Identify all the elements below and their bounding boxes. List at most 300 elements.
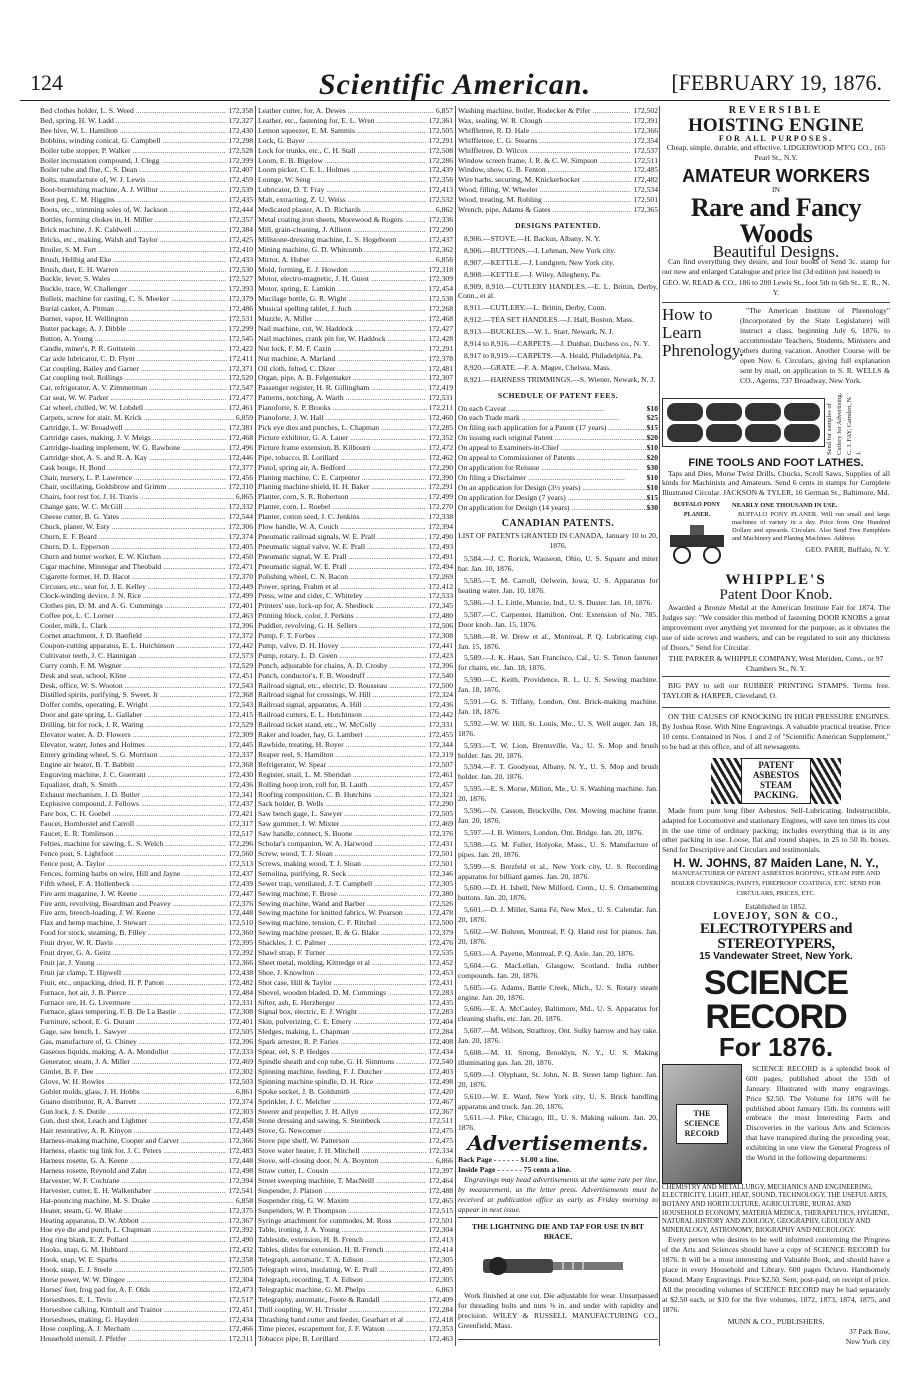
entry-number: 172,379 xyxy=(228,294,253,304)
patent-entry xyxy=(40,1176,253,1186)
entry-number: 6,865 xyxy=(235,492,253,502)
fee-amount: $10 xyxy=(646,403,658,413)
patent-entry xyxy=(40,146,253,156)
patent-entry xyxy=(40,1077,253,1087)
stamps-ad: BIG PAY to sell our RUBBER PRINTING STAMPS. Terms free. TAYLOR & HARPER, Cleveland, O. xyxy=(662,676,890,705)
entry-name: Harness, elastic tug link for, J. C. Peters ..... xyxy=(40,1146,226,1156)
entry-name: Tobacco pipe, B. Lorillard ..... xyxy=(258,1334,426,1344)
entry-number: 172,515 xyxy=(428,1205,453,1215)
advertisements-heading: Advertisements. xyxy=(467,1131,649,1156)
entry-name: Bullets, machine for casting, C. S. Meeker ..... xyxy=(40,294,226,304)
entry-number: 172,384 xyxy=(228,224,253,234)
entry-name: Skin, pulverizing, C. E. Emery ..... xyxy=(258,1017,426,1027)
entry-number: 172,501 xyxy=(428,858,453,868)
patent-entry xyxy=(258,1285,453,1295)
entry-name: Cartridge, L. W. Broadwell ..... xyxy=(40,423,226,433)
entry-number: 172,527 xyxy=(228,274,253,284)
entry-number: 172,462 xyxy=(428,452,453,462)
hoist-title: HOISTING ENGINE xyxy=(688,115,864,136)
entry-name: Register, snail, L. M. Sheridan ..... xyxy=(258,770,426,780)
entry-name: Stove, self-closing door, N. A. Boynton ..... xyxy=(258,1156,434,1166)
entry-number: 172,501 xyxy=(633,195,658,205)
entry-name: Goblet molds, glass, J. H. Hobbs ..... xyxy=(40,1087,234,1097)
entry-name: Furnace, glass tempering, F. B. De La Bastie ..... xyxy=(40,1007,226,1017)
patent-entry xyxy=(458,185,658,195)
entry-name: Stove pipe shelf, W. Patterson ..... xyxy=(258,1136,426,1146)
munn: MUNN & CO., PUBLISHERS, xyxy=(727,1316,825,1326)
entry-number: 172,529 xyxy=(228,720,253,730)
patent-entry xyxy=(40,423,253,433)
entry-name: Elevator, water, Jones and Holmes ..... xyxy=(40,740,226,750)
patent-entry xyxy=(40,799,253,809)
entry-name: Musical spelling tablet, J. Juch ..... xyxy=(258,304,426,314)
johns-heading: H. W. JOHNS, 87 Maiden Lane, N. Y., xyxy=(673,856,879,871)
entry-name: Heater, steam, G. W. Blake ..... xyxy=(40,1206,226,1216)
entry-name: Furnace ore, H. G. Livermore ..... xyxy=(40,998,226,1008)
patent-entry xyxy=(258,1067,453,1077)
patent-entry xyxy=(258,651,453,661)
entry-number: 172,418 xyxy=(428,1314,453,1324)
patent-entry xyxy=(40,265,253,275)
entry-number: 172,511 xyxy=(428,1116,453,1126)
entry-name: Loom picker, C. E. L. Holmes ..... xyxy=(258,165,426,175)
patent-entry xyxy=(258,1057,453,1067)
entry-name: Patterns, notching, A. Warth ..... xyxy=(258,393,426,403)
entry-name: Button, A. Young ..... xyxy=(40,334,226,344)
entry-number: 172,448 xyxy=(228,908,253,918)
fee-amount: $15 xyxy=(646,423,658,433)
entry-name: Telegraphy, automatic, Foote & Randall ..... xyxy=(258,1295,426,1305)
entry-number: 172,380 xyxy=(428,888,453,898)
patent-entry xyxy=(258,978,453,988)
entry-number: 172,513 xyxy=(228,858,253,868)
canadian-entry: 5,607.—M. Wilson, Strathroy, Ont. Sulky harrow and hay rake. Jan. 20, 1876. xyxy=(458,1026,658,1046)
entry-name: Malt, extracting, Z. U. Weiss ..... xyxy=(258,195,426,205)
entry-number: 172,458 xyxy=(228,1116,253,1126)
entry-number: 172,376 xyxy=(228,898,253,908)
patent-entry xyxy=(40,126,253,136)
patent-entry xyxy=(258,859,453,869)
patent-entry xyxy=(258,641,453,651)
entry-number: 172,437 xyxy=(428,234,453,244)
rare-sign: GEO. W. READ & CO., 186 to 200 Lewis St., foot 5th to 6th St., E. R., N. Y. xyxy=(662,278,890,298)
patent-entry xyxy=(458,205,658,215)
patent-reports-ad xyxy=(458,1339,658,1346)
fee-amount: $10 xyxy=(646,443,658,453)
patent-entry xyxy=(40,998,253,1008)
whipple-sign: THE PARKER & WHIPPLE COMPANY, West Meriden, Conn., or 97 Chambers St., N. Y. xyxy=(668,654,884,674)
entry-name: Gage, saw bench, L. Sawyer ..... xyxy=(40,1027,226,1037)
entry-number: 172,394 xyxy=(228,1175,253,1185)
entry-number: 172,423 xyxy=(428,650,453,660)
entry-name: Mold, forming, E. J. Howdon ..... xyxy=(258,265,426,275)
canadian-entry: 5,609.—J. Olyphant, St. John, N. B. Street lamp lighter. Jan. 20, 1876. xyxy=(458,1069,658,1089)
entry-number: 172,345 xyxy=(428,601,453,611)
entry-number: 172,284 xyxy=(428,1027,453,1037)
entry-number: 172,405 xyxy=(228,541,253,551)
entry-name: Car wheel, chilled, W. W. Lobdell ..... xyxy=(40,403,226,413)
patent-entry xyxy=(258,819,453,829)
entry-number: 172,358 xyxy=(228,106,253,115)
entry-number: 172,396 xyxy=(228,1037,253,1047)
entry-name: Pianoforte, J. W. Hall ..... xyxy=(258,413,426,423)
fee-amount: $30 xyxy=(646,502,658,512)
entry-name: Rawhide, treating, H. Royer ..... xyxy=(258,740,426,750)
entry-number: 172,331 xyxy=(228,997,253,1007)
fee-row xyxy=(458,463,658,473)
fee-label: On each Caveat ..... xyxy=(458,404,647,414)
entry-name: Suspenders, W. P. Thompson ..... xyxy=(258,1206,426,1216)
design-entry: 8,908.—KETTLE.—J. Wiley, Allegheny, Pa. xyxy=(464,269,601,279)
fee-row xyxy=(458,503,658,513)
patent-entry xyxy=(40,215,253,225)
entry-name: Nut machine, A. Marland ..... xyxy=(258,354,426,364)
entry-name: Fare box, C. H. Goebel ..... xyxy=(40,809,226,819)
entry-name: Roofing composition, C. B. Hutchins ..... xyxy=(258,790,426,800)
entry-number: 172,432 xyxy=(228,1245,253,1255)
entry-number: 172,428 xyxy=(428,333,453,343)
entry-name: Chair, oscillating, Goldsbrow and Grimm ..... xyxy=(40,482,226,492)
entry-name: Puddler, revolving, G. H. Sellers ..... xyxy=(258,621,426,631)
entry-name: Candle, miner's, P. R. Gottstein ..... xyxy=(40,344,226,354)
entry-number: 172,500 xyxy=(428,918,453,928)
patent-entry xyxy=(258,443,453,453)
entry-name: Scholar's companion, W. A. Harwood ..... xyxy=(258,839,426,849)
entry-number: 172,445 xyxy=(228,740,253,749)
entry-name: Cigar machine, Minnegar and Theobald ..... xyxy=(40,562,226,572)
entry-number: 172,471 xyxy=(228,561,253,571)
entry-number: 172,352 xyxy=(428,432,453,442)
entry-number: 172,410 xyxy=(228,244,253,254)
new-york-city: New York city xyxy=(845,1336,890,1346)
entry-number: 172,268 xyxy=(428,304,453,314)
patent-entry xyxy=(40,433,253,443)
patent-entry xyxy=(258,849,453,859)
canadian-entry: 5,584.—J. C. Rorick, Wauseon, Ohio, U. S. Square and miter bar. Jan. 10, 1876. xyxy=(458,554,658,574)
entry-name: Sledges, making, L. Chapman ..... xyxy=(258,1027,426,1037)
patent-entry xyxy=(258,681,453,691)
entry-name: Steerer and propeller, J. H. Allyn ..... xyxy=(258,1107,426,1117)
entry-number: 172,308 xyxy=(228,1007,253,1017)
patent-entry xyxy=(40,106,253,116)
entry-number: 172,407 xyxy=(228,165,253,175)
canadian-entry: 5,586.—J. L. Little, Muncie, Ind., U. S. Duster. Jan. 10, 1876. xyxy=(464,597,653,607)
patent-entry xyxy=(258,1334,453,1344)
entry-name: Spoke socket, J. B. Goldsmith ..... xyxy=(258,1087,426,1097)
established: Established in 1852. xyxy=(745,901,807,911)
entry-name: Spindle sheath and cop tube, G. H. Simmons ..... xyxy=(258,1057,426,1067)
entry-name: Leather cutter, for, A. Dewes ..... xyxy=(258,106,434,116)
patent-entry xyxy=(40,948,253,958)
patent-entry xyxy=(40,1245,253,1255)
patent-entry xyxy=(40,1107,253,1117)
entry-name: Hooks, snap, G. M. Hubbard ..... xyxy=(40,1245,226,1255)
patent-entry xyxy=(258,829,453,839)
entry-name: Muzzle, A. Miller ..... xyxy=(258,314,426,324)
entry-name: Wax, sealing, W. R. Clough ..... xyxy=(458,116,631,126)
entry-name: Engine air heater, B. T. Babbitt ..... xyxy=(40,760,226,770)
patent-entry xyxy=(40,690,253,700)
entry-number: 172,370 xyxy=(228,571,253,581)
departments: CHEMISTRY AND METALLURGY, MECHANICS AND ENGINEERING, ELECTRICITY, LIGHT, HEAT, SOUND, TECHNOLOGY, THE USEFUL ARTS, BOTANY AND HORTICULTURE, AGRICULTURE, RURAL AND HOUSEHOLD ECONOMY, MATERIA MEDICA, THERAPEUTICS, HYGIENE, NATURAL HISTORY AND ZOOLOGY, GEOGRAPHY, GEOLOGY AND MINERALOGY, ASTRONOMY, BIOGRAPHY AND NECROLOGY. xyxy=(662,1183,890,1234)
entry-name: Press, wine and cider, C. Whiteley ..... xyxy=(258,591,426,601)
planer-illustration xyxy=(662,521,732,567)
entry-name: Planter, corn, S. R. Robertson ..... xyxy=(258,492,426,502)
entry-number: 172,485 xyxy=(633,165,658,175)
patent-entry xyxy=(258,1315,453,1325)
entry-number: 172,447 xyxy=(228,888,253,898)
patent-entry xyxy=(40,304,253,314)
entry-number: 172,484 xyxy=(228,987,253,997)
patent-entry xyxy=(258,364,453,374)
entry-number: 172,399 xyxy=(228,155,253,165)
entry-number: 172,333 xyxy=(228,1047,253,1057)
canadian-list xyxy=(458,554,658,1133)
patent-entry xyxy=(40,681,253,691)
patent-entry xyxy=(40,978,253,988)
entry-name: Curry comb, F. M. Wegner ..... xyxy=(40,661,226,671)
entry-number: 172,560 xyxy=(228,848,253,858)
patent-entry xyxy=(40,354,253,364)
entry-name: Planter, cotton seed, J. C. Jenkins ..... xyxy=(258,512,426,522)
hoist-pre: REVERSIBLE xyxy=(728,106,824,116)
patent-entry xyxy=(40,611,253,621)
entry-number: 172,379 xyxy=(428,928,453,938)
patent-entry xyxy=(258,1275,453,1285)
entry-name: Car, refrigerator, A. V. Zimmerman ..... xyxy=(40,383,226,393)
entry-number: 172,503 xyxy=(228,1076,253,1086)
entry-name: Sack holder, B. Wells ..... xyxy=(258,799,426,809)
patent-entry xyxy=(258,1176,453,1186)
entry-name: Lock, G. Bayer ..... xyxy=(258,136,426,146)
patent-entry xyxy=(40,770,253,780)
entry-number: 172,477 xyxy=(228,393,253,403)
entry-number: 172,431 xyxy=(428,977,453,987)
patent-entry xyxy=(40,284,253,294)
canadian-entry: 5,601.—D. J. Miller, Santa Fé, New Mex., U. S. Calendar. Jan. 20, 1876. xyxy=(458,905,658,925)
patent-entry xyxy=(458,156,658,166)
entry-number xyxy=(426,1344,453,1346)
patent-entry xyxy=(40,661,253,671)
entry-number: 172,530 xyxy=(228,264,253,274)
patent-entry xyxy=(458,126,658,136)
entry-number: 172,284 xyxy=(428,1304,453,1314)
entry-number: 172,309 xyxy=(428,274,453,284)
entry-number: 172,393 xyxy=(228,284,253,294)
entry-number: 172,354 xyxy=(633,135,658,145)
entry-number: 172,507 xyxy=(428,759,453,769)
page-header xyxy=(20,68,890,100)
patent-entry xyxy=(258,631,453,641)
entry-number: 172,358 xyxy=(228,1255,253,1265)
patent-entry xyxy=(40,968,253,978)
knocking-ad: ON THE CAUSES OF KNOCKING IN HIGH PRESSURE ENGINES. By Joshua Rose. With Nine Engravings. A valuable practical treatise. Price 10 cents. Contained in Nos. 1 and 2 of "Scientific American Supplement," to be had at this office, and of all newsagents. xyxy=(662,707,890,756)
patent-entry xyxy=(258,839,453,849)
entry-name: Sewing machine, F. Brese ..... xyxy=(258,889,426,899)
park-row: 37 Park Row, xyxy=(848,1326,890,1336)
entry-name: Distilled spirits, purifying, S. Sweet, Jr ..... xyxy=(40,690,226,700)
patent-entry xyxy=(258,1235,453,1245)
patent-list-continued xyxy=(458,106,658,215)
entry-number: 172,491 xyxy=(428,551,453,561)
entry-name: Street sweeping machine, T. MacNeill ..... xyxy=(258,1176,426,1186)
entry-name: Screws, making wood, T. J. Sloan ..... xyxy=(258,859,426,869)
entry-number: 172,404 xyxy=(428,1017,453,1027)
entry-number: 172,534 xyxy=(633,185,658,195)
back-page-rate: Back Page - - - - - - $1.00 a line. xyxy=(458,1155,559,1165)
entry-number: 172,517 xyxy=(228,1294,253,1304)
patent-entry xyxy=(40,938,253,948)
entry-name: Telegraph, automatic, T. A. Edison ..... xyxy=(258,1255,426,1265)
entry-name: Harness rosette, G. A. Keene ..... xyxy=(40,1156,226,1166)
patent-entry xyxy=(258,175,453,185)
patent-entry xyxy=(40,1324,253,1334)
patent-entry xyxy=(258,1344,453,1346)
entry-number: 172,290 xyxy=(428,462,453,472)
patent-entry xyxy=(258,453,453,463)
patent-entry xyxy=(40,1315,253,1325)
patent-entry xyxy=(258,621,453,631)
fee-amount: $30 xyxy=(646,463,658,472)
patent-entry xyxy=(40,383,253,393)
patent-entry xyxy=(258,502,453,512)
entry-number: 172,452 xyxy=(428,957,453,967)
patent-entry xyxy=(40,492,253,502)
entry-name: Sprinkler, J. C. Melcher ..... xyxy=(258,1097,426,1107)
patent-entry xyxy=(258,1017,453,1027)
entry-name: Fire arm, breech-loading, J. W. Keene ..... xyxy=(40,908,226,918)
entry-name: Shoe, J. Knowlton ..... xyxy=(258,968,426,978)
entry-name: Printers' use, lock-up for, A. Shedlock ..... xyxy=(258,601,426,611)
entry-number: 172,436 xyxy=(428,700,453,710)
design-entry: 8,914 to 8,916.—CARPETS.—J. Dunbar, Duchess co., N. Y. xyxy=(464,339,650,349)
entry-name: Saw gummer, J. W. Mixter ..... xyxy=(258,819,426,829)
entry-name: Horseshoes, E. L. Tevis ..... xyxy=(40,1295,226,1305)
entry-name: Glove, W. H. Rowles ..... xyxy=(40,1077,226,1087)
lovejoy: LOVEJOY, SON & CO., xyxy=(713,910,839,922)
canadian-entry: 5,598.—G. M. Fuller, Holyoke, Mass., U. S. Manufacture of pipes. Jan. 20, 1876. xyxy=(458,839,658,859)
patent-entry xyxy=(258,274,453,284)
cutlery-grid xyxy=(662,398,825,447)
patent-entry xyxy=(258,1107,453,1117)
entry-name: Buckle, lever, S. Wales ..... xyxy=(40,274,226,284)
header-rule xyxy=(20,100,890,101)
entry-number: 172,435 xyxy=(428,997,453,1007)
patent-entry xyxy=(40,195,253,205)
patent-entry xyxy=(40,1146,253,1156)
patent-entry xyxy=(258,106,453,116)
entry-number: 172,368 xyxy=(228,690,253,700)
canadian-entry: 5,588.—R. W. Drew et al., Montreal, P. Q. Lubricating cup. Jan. 15, 1876. xyxy=(458,631,658,651)
entry-name: Organ, pipe, A. B. Felgemaker ..... xyxy=(258,373,426,383)
entry-name: Gun, dust shot, Leach and Lightner ..... xyxy=(40,1116,226,1126)
patent-entry xyxy=(258,809,453,819)
entry-number: 172,366 xyxy=(228,1136,253,1146)
entry-number: 172,537 xyxy=(633,145,658,155)
entry-name: Pump, valve, D. H. Hovey ..... xyxy=(258,641,426,651)
entry-name: Pneumatic railroad signals, W. E. Prall ..... xyxy=(258,532,426,542)
page-number: 124 xyxy=(30,70,63,95)
fee-row xyxy=(458,483,658,493)
entry-name: Railroad signal for crossings, W. Hill ..... xyxy=(258,690,426,700)
entry-number: 172,505 xyxy=(428,125,453,135)
entry-number: 172,496 xyxy=(228,442,253,452)
entry-number: 172,531 xyxy=(428,393,453,403)
patent-entry xyxy=(258,1126,453,1136)
entry-name: Cultivator teeth, J. C. Hannigan ..... xyxy=(40,651,226,661)
entry-number: 172,377 xyxy=(228,462,253,472)
entry-number: 172,434 xyxy=(228,1314,253,1324)
entry-name xyxy=(40,1344,226,1346)
canadian-subtitle: LIST OF PATENTS GRANTED IN CANADA, January 10 to 20, 1876. xyxy=(458,531,658,551)
entry-number: 172,464 xyxy=(428,1175,453,1185)
entry-name: Motor, electro-magnetic, J. H. Guest ..... xyxy=(258,274,426,284)
patent-entry xyxy=(40,621,253,631)
patent-entry xyxy=(40,730,253,740)
patent-entry xyxy=(258,1156,453,1166)
amateur-heading: AMATEUR WORKERS xyxy=(682,165,870,186)
canadian-entry: 5,602.—W. Bohren, Montreal, P. Q. Hand rest for pianos. Jan. 20, 1876. xyxy=(458,927,658,946)
patent-entry xyxy=(40,165,253,175)
fee-row xyxy=(458,453,658,463)
asbestos-text: Made from pure long fiber Asbestos. Self-Lubricating. Indestructible, adapted for Locomotive and stationary Engines, will save ten times its cost in the use time of ordinary packing; includes everything that is in any other packing in use. Loose, flat and round shapes, in 25 to 50 lb. boxes. Send for Descriptive and Circulars and testimonials. xyxy=(662,805,890,855)
entry-name: Passenger register, H. R. Gillingham ..... xyxy=(258,383,426,393)
design-entry: 8,917 to 8,919.—CARPETS.—A. Heald, Philadelphia, Pa. xyxy=(464,350,643,360)
fees-list xyxy=(458,404,658,513)
whipple-sub: Patent Door Knob. xyxy=(719,586,833,603)
entry-name: Nail machines, crank pin for, W. Haddock ..... xyxy=(258,334,426,344)
patent-entry xyxy=(258,572,453,582)
fee-label: On application for Design (7 years) ..... xyxy=(458,493,647,503)
die-and-tap-illustration xyxy=(468,1245,648,1287)
entry-name: Engraving machine, J. C. Guerrant ..... xyxy=(40,770,226,780)
entry-name: Carpets, screw for stair, M. Krick ..... xyxy=(40,413,234,423)
planer-text: BUFFALO PONY PLANER. Will run small and large machines of variety in a day. Price from One Hundred Dollars and upwards. Circulars. Also Send Free Pamphlets and Machinery and Planing Machines. Address xyxy=(732,511,890,543)
patent-entry xyxy=(40,136,253,146)
entry-number: 172,366 xyxy=(633,125,658,135)
entry-number: 172,535 xyxy=(428,948,453,958)
entry-number: 172,419 xyxy=(428,383,453,393)
canadian-entry: 5,587.—C. Carpenter, Hamilton, Ont. Extension of No. 785. Door knob. Jan. 15, 1876. xyxy=(458,609,658,629)
entry-number: 172,403 xyxy=(428,1066,453,1076)
patent-entry xyxy=(258,156,453,166)
patent-entry xyxy=(258,1007,453,1017)
entry-number: 172,319 xyxy=(428,749,453,759)
entry-name: Horseshoes, making, G. Hayden ..... xyxy=(40,1315,226,1325)
patent-entry xyxy=(258,740,453,750)
patent-entry xyxy=(40,344,253,354)
entry-name: Bobbins, winding conical, G. Campbell ..... xyxy=(40,136,226,146)
entry-name: Change gate, W. C. McGill ..... xyxy=(40,502,226,512)
book-illustration xyxy=(662,1064,742,1184)
entry-number: 172,376 xyxy=(428,829,453,839)
entry-number: 172,357 xyxy=(228,214,253,224)
entry-number: 172,526 xyxy=(428,898,453,908)
entry-name: Pump, rotary, L. D. Green ..... xyxy=(258,651,426,661)
entry-number: 172,305 xyxy=(428,1274,453,1284)
entry-number: 172,488 xyxy=(428,1185,453,1195)
entry-name: Cartridge shot, A. S. and R. A. Kay ..... xyxy=(40,453,226,463)
entry-name: Hog ring blank, E. Z. Pollard ..... xyxy=(40,1235,226,1245)
entry-name: Gimlet, B. F. Dee ..... xyxy=(40,1067,226,1077)
fee-label: On filing each application for a Patent (17 years) ..... xyxy=(458,423,647,433)
patent-entry xyxy=(458,165,658,175)
patent-entry xyxy=(258,373,453,383)
entry-name: Saw handle, connect, S. Boone ..... xyxy=(258,829,426,839)
entry-name: Furniture, school, E. G. Durant ..... xyxy=(40,1017,226,1027)
entry-number: 172,495 xyxy=(428,1265,453,1275)
entry-number: 172,449 xyxy=(228,1126,253,1136)
